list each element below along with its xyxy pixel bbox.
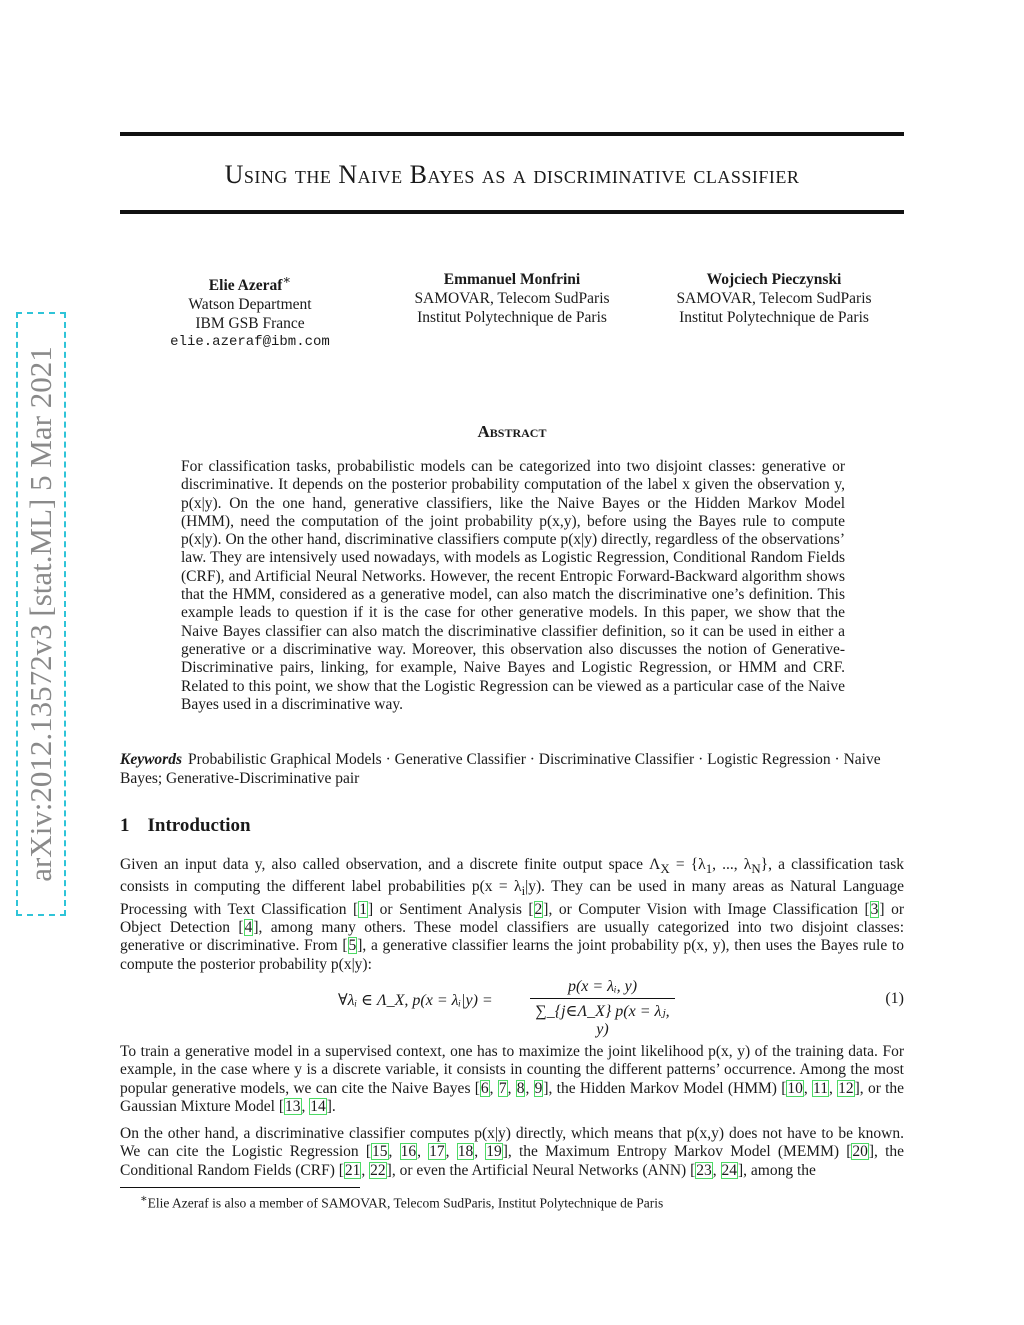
intro-paragraph-1: Given an input data y, also called observation, and a discrete finite output space $\Lambda_X = \{\lambda_1$, ..., $\lambda_N$}, a classification task consists in computing the different label probabilities $p(x = \lambda_i|y)$. They can be used in many areas as Natural Language Processing with Text Classification [1] or Sentiment Analysis [2], or Computer Vision with Image Classification [3] or Object Detection [4], among many others. These model classifiers are usually categorized into two disjoint classes: generative or discriminative. From [5], a generative classifier learns the joint probability p(x, y), then uses the Bayes rule to compute the posterior probability p(x|y): xyxy=(120,856,905,973)
author-block xyxy=(120,270,904,360)
citation-link[interactable]: 21 xyxy=(344,1161,361,1179)
keywords-label: Keywords xyxy=(120,751,182,768)
keywords-text: Probabilistic Graphical Models · Generative Classifier · Discriminative Classifier · Logistic Regression · Naive Bayes; Generative-Discriminative pair xyxy=(120,751,881,787)
citation-link[interactable]: 7 xyxy=(498,1079,507,1097)
equation-fraction xyxy=(530,978,675,1039)
author-affiliation: IBM GSB France xyxy=(195,315,305,333)
author-3 xyxy=(644,270,904,327)
equation-1 xyxy=(120,978,904,1038)
citation-link[interactable]: 14 xyxy=(310,1097,326,1115)
author-2 xyxy=(382,270,642,327)
citation-link[interactable]: 24 xyxy=(721,1161,738,1179)
citation-link[interactable]: 6 xyxy=(480,1079,489,1097)
citation-link[interactable]: 4 xyxy=(244,919,253,937)
citation-link[interactable]: 12 xyxy=(838,1079,854,1097)
abstract-body: For classification tasks, probabilistic models can be categorized into two disjoint classes: generative or discriminative. It depends on the posterior probability computation of the label x given the observation y, p(x|y). On the one hand, generative classifiers, like the Naive Bayes or the Hidden Markov Model (HMM), need the computation of the joint probability p(x,y), before using the Bayes rule to compute p(x|y). On the other hand, discriminative classifiers compute p(x|y) directly, regardless of the observations’ law. They are intensively used nowadays, with models as Logistic Regression, Conditional Random Fields (CRF), and Artificial Neural Networks. However, the recent Entropic Forward-Backward algorithm shows that the HMM, considered as a generative model, can also match the discriminative one’s definition. This example leads to question if it is the case for other generative models. In this paper, we show that the Naive Bayes classifier can also match the discriminative classifier definition, so it can be used in either a generative or a discriminative way. Moreover, this observation also discusses the notion of Generative-Discriminative pairs, linking, for example, Naive Bayes and Logistic Regression, or HMM and CRF. Related to this point, we show that the Logistic Regression can be viewed as a particular case of the Naive Bayes used in a discriminative way. xyxy=(181,458,845,713)
equation-numerator: p(x = λᵢ, y) xyxy=(530,978,675,999)
footnote xyxy=(140,1192,900,1212)
section-heading xyxy=(120,815,251,837)
citation-link[interactable]: 20 xyxy=(852,1143,868,1161)
paper-title: Using the Naive Bayes as a discriminative classifier xyxy=(224,160,800,189)
author-name: Elie Azeraf xyxy=(208,277,283,295)
citation-link[interactable]: 10 xyxy=(787,1079,803,1097)
abstract-heading: Abstract xyxy=(477,422,547,441)
citation-link[interactable]: 11 xyxy=(813,1079,828,1097)
intro-paragraph-3: On the other hand, a discriminative classifier computes p(x|y) directly, which means that p(x,y) does not have to be known. We can cite the Logistic Regression [15, 16, 17, 18, 19], the Maximum Entropy Markov Model (MEMM) [20], the Conditional Random Fields (CRF) [21, 22], or even the Artificial Neural Networks (ANN) [23, 24], among the xyxy=(120,1125,905,1179)
author-affiliation: SAMOVAR, Telecom SudParis xyxy=(414,290,610,307)
equation-number: (1) xyxy=(885,990,904,1007)
footnote-text: Elie Azeraf is also a member of SAMOVAR, Telecom SudParis, Institut Polytechnique de Paris xyxy=(147,1195,664,1211)
citation-link[interactable]: 13 xyxy=(285,1097,301,1115)
title-rule-top xyxy=(120,132,904,136)
citation-link[interactable]: 18 xyxy=(457,1143,474,1161)
author-1 xyxy=(120,270,380,352)
author-affiliation: Institut Polytechnique de Paris xyxy=(417,309,607,326)
section-number: 1 xyxy=(120,815,130,836)
author-name: Wojciech Pieczynski xyxy=(706,271,842,288)
citation-link[interactable]: 5 xyxy=(348,937,357,955)
citation-link[interactable]: 9 xyxy=(534,1079,543,1097)
arxiv-identifier: arXiv:2012.13572v3 [stat.ML] 5 Mar 2021 xyxy=(23,346,58,882)
intro-paragraph-2: To train a generative model in a supervised context, one has to maximize the joint likelihood p(x, y) of the training data. For example, in the case where y is a discrete variable, it consists in counting the different patterns’ occurrence. Among the most popular generative models, we can cite the Naive Bayes [6, 7, 8, 9], the Hidden Markov Model (HMM) [10, 11, 12], or the Gaussian Mixture Model [13, 14]. xyxy=(120,1043,905,1115)
author-email[interactable]: elie.azeraf@ibm.com xyxy=(170,334,330,351)
keywords xyxy=(120,751,904,788)
citation-link[interactable]: 19 xyxy=(486,1143,502,1161)
citation-link[interactable]: 23 xyxy=(696,1161,712,1179)
citation-link[interactable]: 15 xyxy=(372,1143,388,1161)
section-title: Introduction xyxy=(147,815,251,836)
citation-link[interactable]: 22 xyxy=(370,1161,386,1179)
citation-link[interactable]: 17 xyxy=(429,1143,445,1161)
citation-link[interactable]: 16 xyxy=(400,1143,417,1161)
equation-denominator: ∑_{j∈Λ_X} p(x = λⱼ, y) xyxy=(535,1003,670,1038)
footnote-mark: ∗ xyxy=(140,1193,148,1205)
equation-lhs: ∀λᵢ ∈ Λ_X, p(x = λᵢ|y) = xyxy=(338,992,493,1009)
citation-link[interactable]: 1 xyxy=(359,900,367,918)
citation-link[interactable]: 3 xyxy=(870,900,879,918)
citation-link[interactable]: 8 xyxy=(516,1079,525,1097)
author-affiliation: SAMOVAR, Telecom SudParis xyxy=(676,290,872,307)
footnote-rule xyxy=(120,1187,360,1188)
title-rule-bottom xyxy=(120,210,904,214)
citation-link[interactable]: 2 xyxy=(534,900,543,918)
author-affiliation: Institut Polytechnique de Paris xyxy=(679,309,869,326)
author-name: Emmanuel Monfrini xyxy=(443,271,581,288)
author-affiliation: Watson Department xyxy=(188,296,312,314)
footnote-mark: ∗ xyxy=(282,272,292,287)
